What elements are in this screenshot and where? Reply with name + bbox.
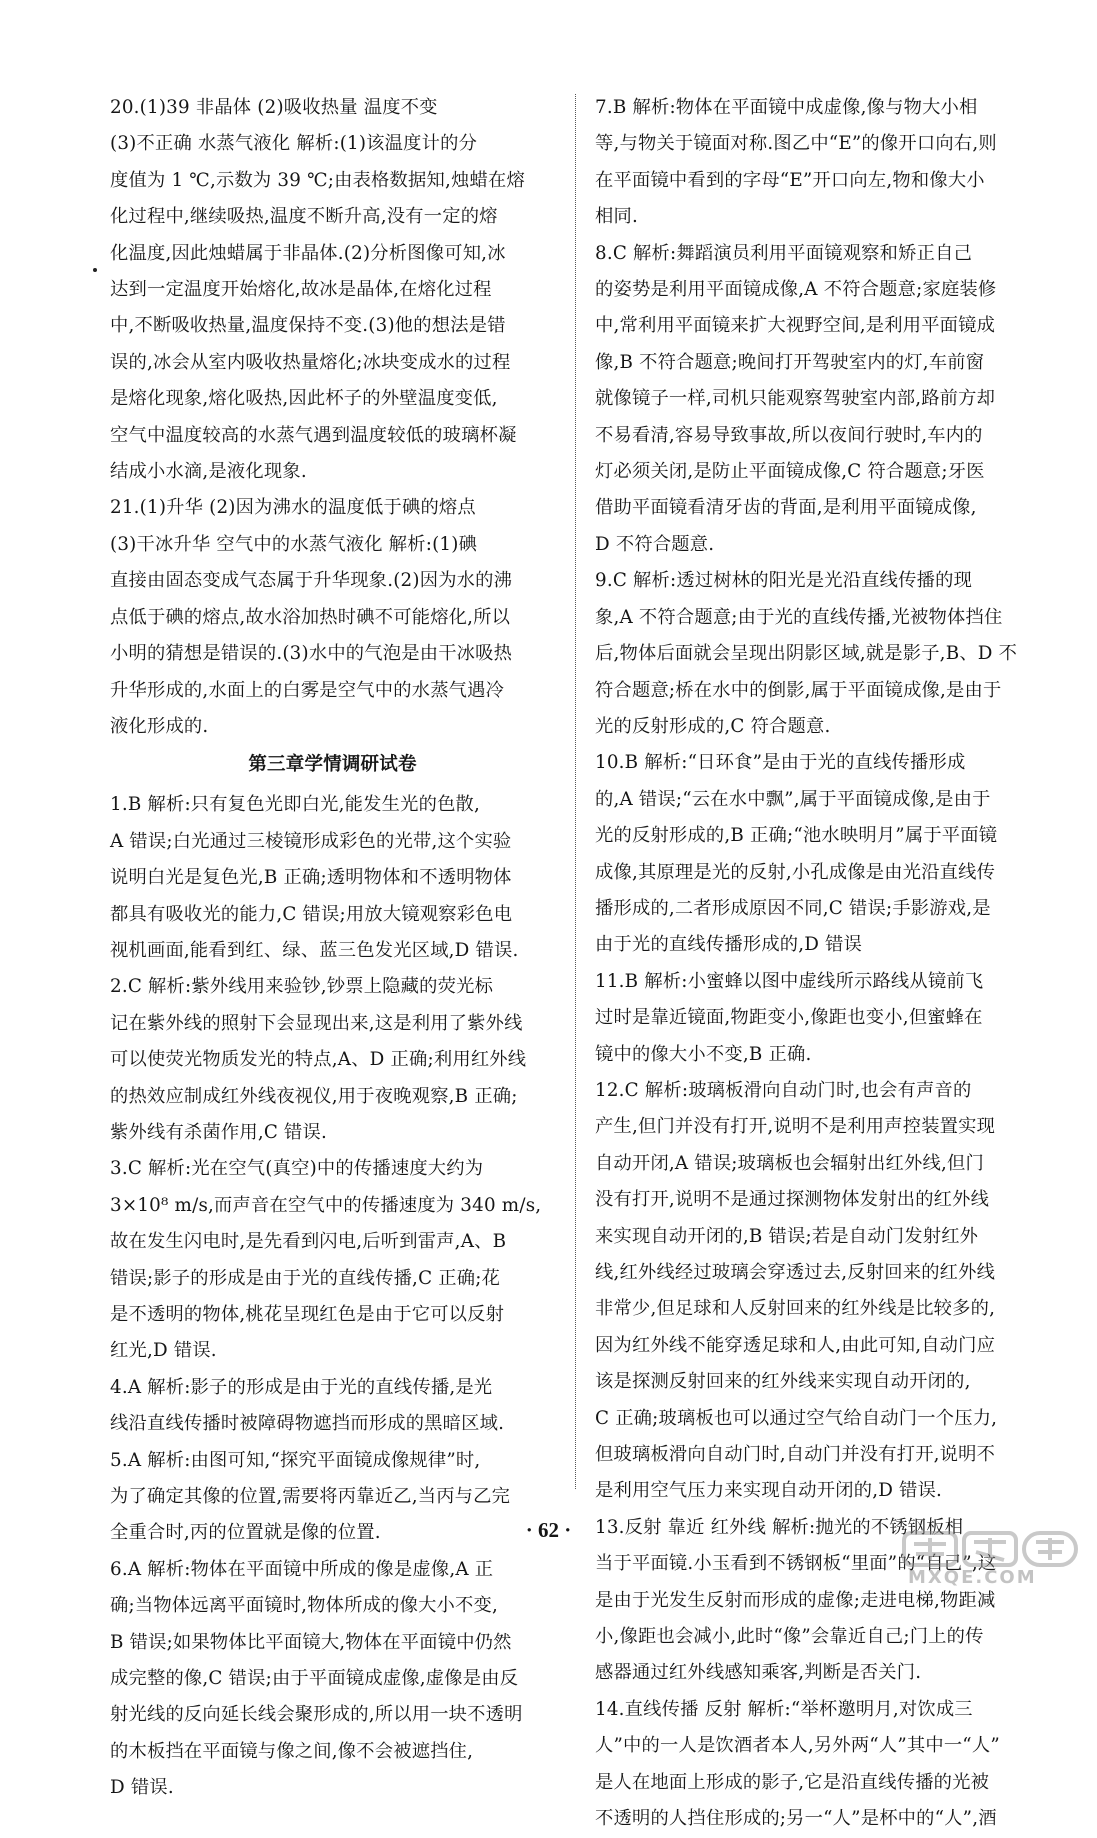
answer-line: B 错误;如果物体比平面镜大,物体在平面镜中仍然: [110, 1631, 512, 1653]
answer-line: 当于平面镜.小玉看到不锈钢板“里面”的“自己”,这: [595, 1553, 997, 1575]
answer-line: 光的反射形成的,B 正确;“池水映明月”属于平面镜: [595, 825, 998, 847]
answer-line: 是不透明的物体,桃花呈现红色是由于它可以反射: [110, 1304, 505, 1325]
answer-line: 11.B 解析:小蜜蜂以图中虚线所示路线从镜前飞: [595, 970, 984, 992]
answer-line: 度值为 1 ℃,示数为 39 ℃;由表格数据知,烛蜡在熔: [110, 169, 525, 191]
answer-line: 1.B 解析:只有复色光即白光,能发生光的色散,: [110, 794, 481, 816]
answer-line: 的姿势是利用平面镜成像,A 不符合题意;家庭装修: [595, 279, 997, 301]
answer-line: 来实现自动开闭的,B 错误;若是自动门发射红外: [595, 1225, 979, 1247]
answer-line: 但玻璃板滑向自动门时,自动门并没有打开,说明不: [595, 1444, 996, 1466]
answer-item: [110, 969, 555, 1151]
answer-line: A 错误;白光通过三棱镜形成彩色的光带,这个实验: [110, 830, 512, 852]
answer-line: 视机画面,能看到红、绿、蓝三色发光区域,D 错误.: [110, 939, 519, 961]
answer-item: [110, 787, 555, 969]
answer-line: 记在紫外线的照射下会显现出来,这是利用了紫外线: [110, 1012, 523, 1034]
answer-line: 14.直线传播 反射 解析:“举杯邀明月,对饮成三: [595, 1698, 973, 1720]
answer-line: 中,不断吸收热量,温度保持不变.(3)他的想法是错: [110, 315, 506, 337]
answer-item: [595, 1073, 1041, 1510]
answer-item: [110, 1151, 555, 1369]
answer-line: 3×10⁸ m/s,而声音在空气中的传播速度为 340 m/s,: [110, 1194, 542, 1216]
answer-line: 8.C 解析:舞蹈演员利用平面镜观察和矫正自己: [595, 242, 973, 264]
answer-line: D 错误.: [110, 1777, 174, 1799]
answer-item: [595, 236, 1041, 564]
answer-line: 13.反射 靠近 红外线 解析:抛光的不锈钢板相: [595, 1516, 964, 1538]
answer-line: 是人在地面上形成的影子,它是沿直线传播的光被: [595, 1771, 990, 1793]
answer-item: [595, 1692, 1041, 1838]
answer-line: 自动开闭,A 错误;玻璃板也会辐射出红外线,但门: [595, 1152, 984, 1174]
answer-line: (3)干冰升华 空气中的水蒸气液化 解析:(1)碘: [110, 533, 478, 555]
answer-line: 确;当物体远离平面镜时,物体所成的像大小不变,: [110, 1595, 499, 1617]
answer-line: 中,常利用平面镜来扩大视野空间,是利用平面镜成: [595, 315, 996, 337]
answer-line: 为了确定其像的位置,需要将丙靠近乙,当丙与乙完: [110, 1486, 511, 1508]
section-title: 第三章学情调研试卷: [248, 754, 417, 776]
watermark-logo-icon: [902, 1530, 1082, 1568]
watermark-url: MXQE.COM: [908, 1567, 1037, 1588]
answer-line: 镜中的像大小不变,B 正确.: [595, 1043, 812, 1065]
answer-line: 升华形成的,水面上的白雾是空气中的水蒸气遇冷: [110, 679, 505, 701]
answer-line: 的,A 错误;“云在水中飘”,属于平面镜成像,是由于: [595, 788, 991, 810]
answer-line: 错误;影子的形成是由于光的直线传播,C 正确;花: [110, 1267, 501, 1289]
answer-line: 达到一定温度开始熔化,故冰是晶体,在熔化过程: [110, 279, 492, 301]
answer-line: 紫外线有杀菌作用,C 错误.: [110, 1121, 328, 1143]
answer-line: 2.C 解析:紫外线用来验钞,钞票上隐藏的荧光标: [110, 976, 494, 998]
answer-line: 线沿直线传播时被障碍物遮挡而形成的黑暗区域.: [110, 1413, 505, 1435]
answer-line: 20.(1)39 非晶体 (2)吸收热量 温度不变: [110, 97, 438, 118]
answer-item: [595, 563, 1041, 745]
left-column: [110, 90, 555, 1807]
page-number: · 62 ·: [525, 1518, 572, 1542]
answer-line: 由于光的直线传播形成的,D 错误: [595, 934, 863, 956]
answer-line: 12.C 解析:玻璃板滑向自动门时,也会有声音的: [595, 1079, 972, 1101]
answer-line: 说明白光是复色光,B 正确;透明物体和不透明物体: [110, 867, 512, 889]
answer-item: [110, 90, 555, 490]
answer-line: 在平面镜中看到的字母“E”开口向左,物和像大小: [595, 169, 985, 191]
answer-line: 灯必须关闭,是防止平面镜成像,C 符合题意;牙医: [595, 461, 985, 483]
answer-line: 没有打开,说明不是通过探测物体发射出的红外线: [595, 1189, 990, 1211]
answer-line: 不透明的人挡住形成的;另一“人”是杯中的“人”,酒: [595, 1808, 997, 1830]
answer-line: 过时是靠近镜面,物距变小,像距也变小,但蜜蜂在: [595, 1007, 983, 1029]
answer-line: 该是探测反射回来的红外线来实现自动开闭的,: [595, 1371, 971, 1393]
answer-line: 符合题意;桥在水中的倒影,属于平面镜成像,是由于: [595, 679, 1002, 701]
answer-line: 借助平面镜看清牙齿的背面,是利用平面镜成像,: [595, 497, 977, 519]
answer-line: 人”中的一人是饮酒者本人,另外两“人”其中一“人”: [595, 1735, 1000, 1757]
answer-line: 误的,冰会从室内吸收热量熔化;冰块变成水的过程: [110, 351, 511, 373]
left-answers-chapter3: [110, 787, 555, 1806]
answer-line: 光的反射形成的,C 符合题意.: [595, 715, 831, 737]
answer-line: 等,与物关于镜面对称.图乙中“E”的像开口向右,则: [595, 133, 997, 155]
answer-item: [110, 490, 555, 745]
left-answers-chapter2: [110, 90, 555, 745]
answer-line: 9.C 解析:透过树林的阳光是光沿直线传播的现: [595, 570, 973, 592]
answer-line: 小明的猜想是错误的.(3)水中的气泡是由干冰吸热: [110, 643, 513, 665]
answer-item: [110, 1552, 555, 1807]
answer-line: 3.C 解析:光在空气(真空)中的传播速度大约为: [110, 1158, 484, 1180]
answer-line: 红光,D 错误.: [110, 1340, 217, 1362]
answer-line: 的木板挡在平面镜与像之间,像不会被遮挡住,: [110, 1740, 474, 1762]
answer-line: 象,A 不符合题意;由于光的直线传播,光被物体挡住: [595, 606, 1003, 628]
answer-line: 小,像距也会减小,此时“像”会靠近自己;门上的传: [595, 1626, 984, 1648]
answer-line: 感器通过红外线感知乘客,判断是否关门.: [595, 1662, 922, 1684]
site-watermark: [900, 1530, 1085, 1592]
answer-line: (3)不正确 水蒸气液化 解析:(1)该温度计的分: [110, 133, 478, 155]
answer-line: 空气中温度较高的水蒸气遇到温度较低的玻璃杯凝: [110, 424, 517, 446]
answer-line: 6.A 解析:物体在平面镜中所成的像是虚像,A 正: [110, 1558, 494, 1580]
answer-line: 射光线的反向延长线会聚形成的,所以用一块不透明: [110, 1704, 523, 1726]
answer-line: 成完整的像,C 错误;由于平面镜成虚像,虚像是由反: [110, 1668, 519, 1690]
answer-line: 7.B 解析:物体在平面镜中成虚像,像与物大小相: [595, 97, 978, 118]
answer-line: 成像,其原理是光的反射,小孔成像是由光沿直线传: [595, 861, 996, 883]
column-divider: [575, 94, 576, 1489]
answer-line: 产生,但门并没有打开,说明不是利用声控装置实现: [595, 1116, 996, 1138]
answer-line: 化温度,因此烛蜡属于非晶体.(2)分析图像可知,冰: [110, 242, 506, 264]
answer-line: 4.A 解析:影子的形成是由于光的直线传播,是光: [110, 1376, 493, 1398]
answer-item: [595, 745, 1041, 963]
answer-line: 结成小水滴,是液化现象.: [110, 461, 307, 483]
answer-item: [595, 90, 1041, 236]
answer-line: 10.B 解析:“日环食”是由于光的直线传播形成: [595, 752, 966, 774]
answer-line: 化过程中,继续吸热,温度不断升高,没有一定的熔: [110, 206, 498, 228]
answer-line: 5.A 解析:由图可知,“探究平面镜成像规律”时,: [110, 1449, 481, 1471]
answer-line: C 正确;玻璃板也可以通过空气给自动门一个压力,: [595, 1407, 998, 1429]
answer-line: 21.(1)升华 (2)因为沸水的温度低于碘的熔点: [110, 497, 476, 519]
margin-dot: [93, 268, 97, 272]
answer-line: 播形成的,二者形成原因不同,C 错误;手影游戏,是: [595, 897, 991, 919]
answer-line: 后,物体后面就会呈现出阴影区域,就是影子,B、D 不: [595, 643, 1018, 665]
answer-line: 直接由固态变成气态属于升华现象.(2)因为水的沸: [110, 570, 513, 592]
answer-line: 相同.: [595, 206, 638, 228]
answer-line: 因为红外线不能穿透足球和人,由此可知,自动门应: [595, 1334, 996, 1356]
answer-item: [595, 964, 1041, 1073]
answer-item: [110, 1370, 555, 1443]
answer-line: 线,红外线经过玻璃会穿透过去,反射回来的红外线: [595, 1262, 996, 1283]
answer-line: 故在发生闪电时,是先看到闪电,后听到雷声,A、B: [110, 1231, 507, 1253]
answer-line: 是熔化现象,熔化吸热,因此杯子的外壁温度变低,: [110, 388, 498, 410]
answer-line: 就像镜子一样,司机只能观察驾驶室内部,路前方却: [595, 388, 996, 410]
answer-line: 的热效应制成红外线夜视仪,用于夜晚观察,B 正确;: [110, 1085, 518, 1107]
answer-line: 是利用空气压力来实现自动开闭的,D 错误.: [595, 1480, 943, 1502]
answer-line: 全重合时,丙的位置就是像的位置.: [110, 1522, 381, 1544]
answer-line: 是由于光发生反射而形成的虚像;走进电梯,物距减: [595, 1589, 996, 1611]
answer-line: D 不符合题意.: [595, 533, 715, 555]
answer-line: 液化形成的.: [110, 715, 209, 737]
answer-line: 不易看清,容易导致事故,所以夜间行驶时,车内的: [595, 424, 983, 446]
answer-line: 可以使荧光物质发光的特点,A、D 正确;利用红外线: [110, 1049, 527, 1071]
answer-line: 像,B 不符合题意;晚间打开驾驶室内的灯,车前窗: [595, 351, 985, 373]
answer-line: 点低于碘的熔点,故水浴加热时碘不可能熔化,所以: [110, 606, 511, 628]
answer-line: 非常少,但足球和人反射回来的红外线是比较多的,: [595, 1298, 996, 1320]
answer-line: 都具有吸收光的能力,C 错误;用放大镜观察彩色电: [110, 903, 513, 925]
